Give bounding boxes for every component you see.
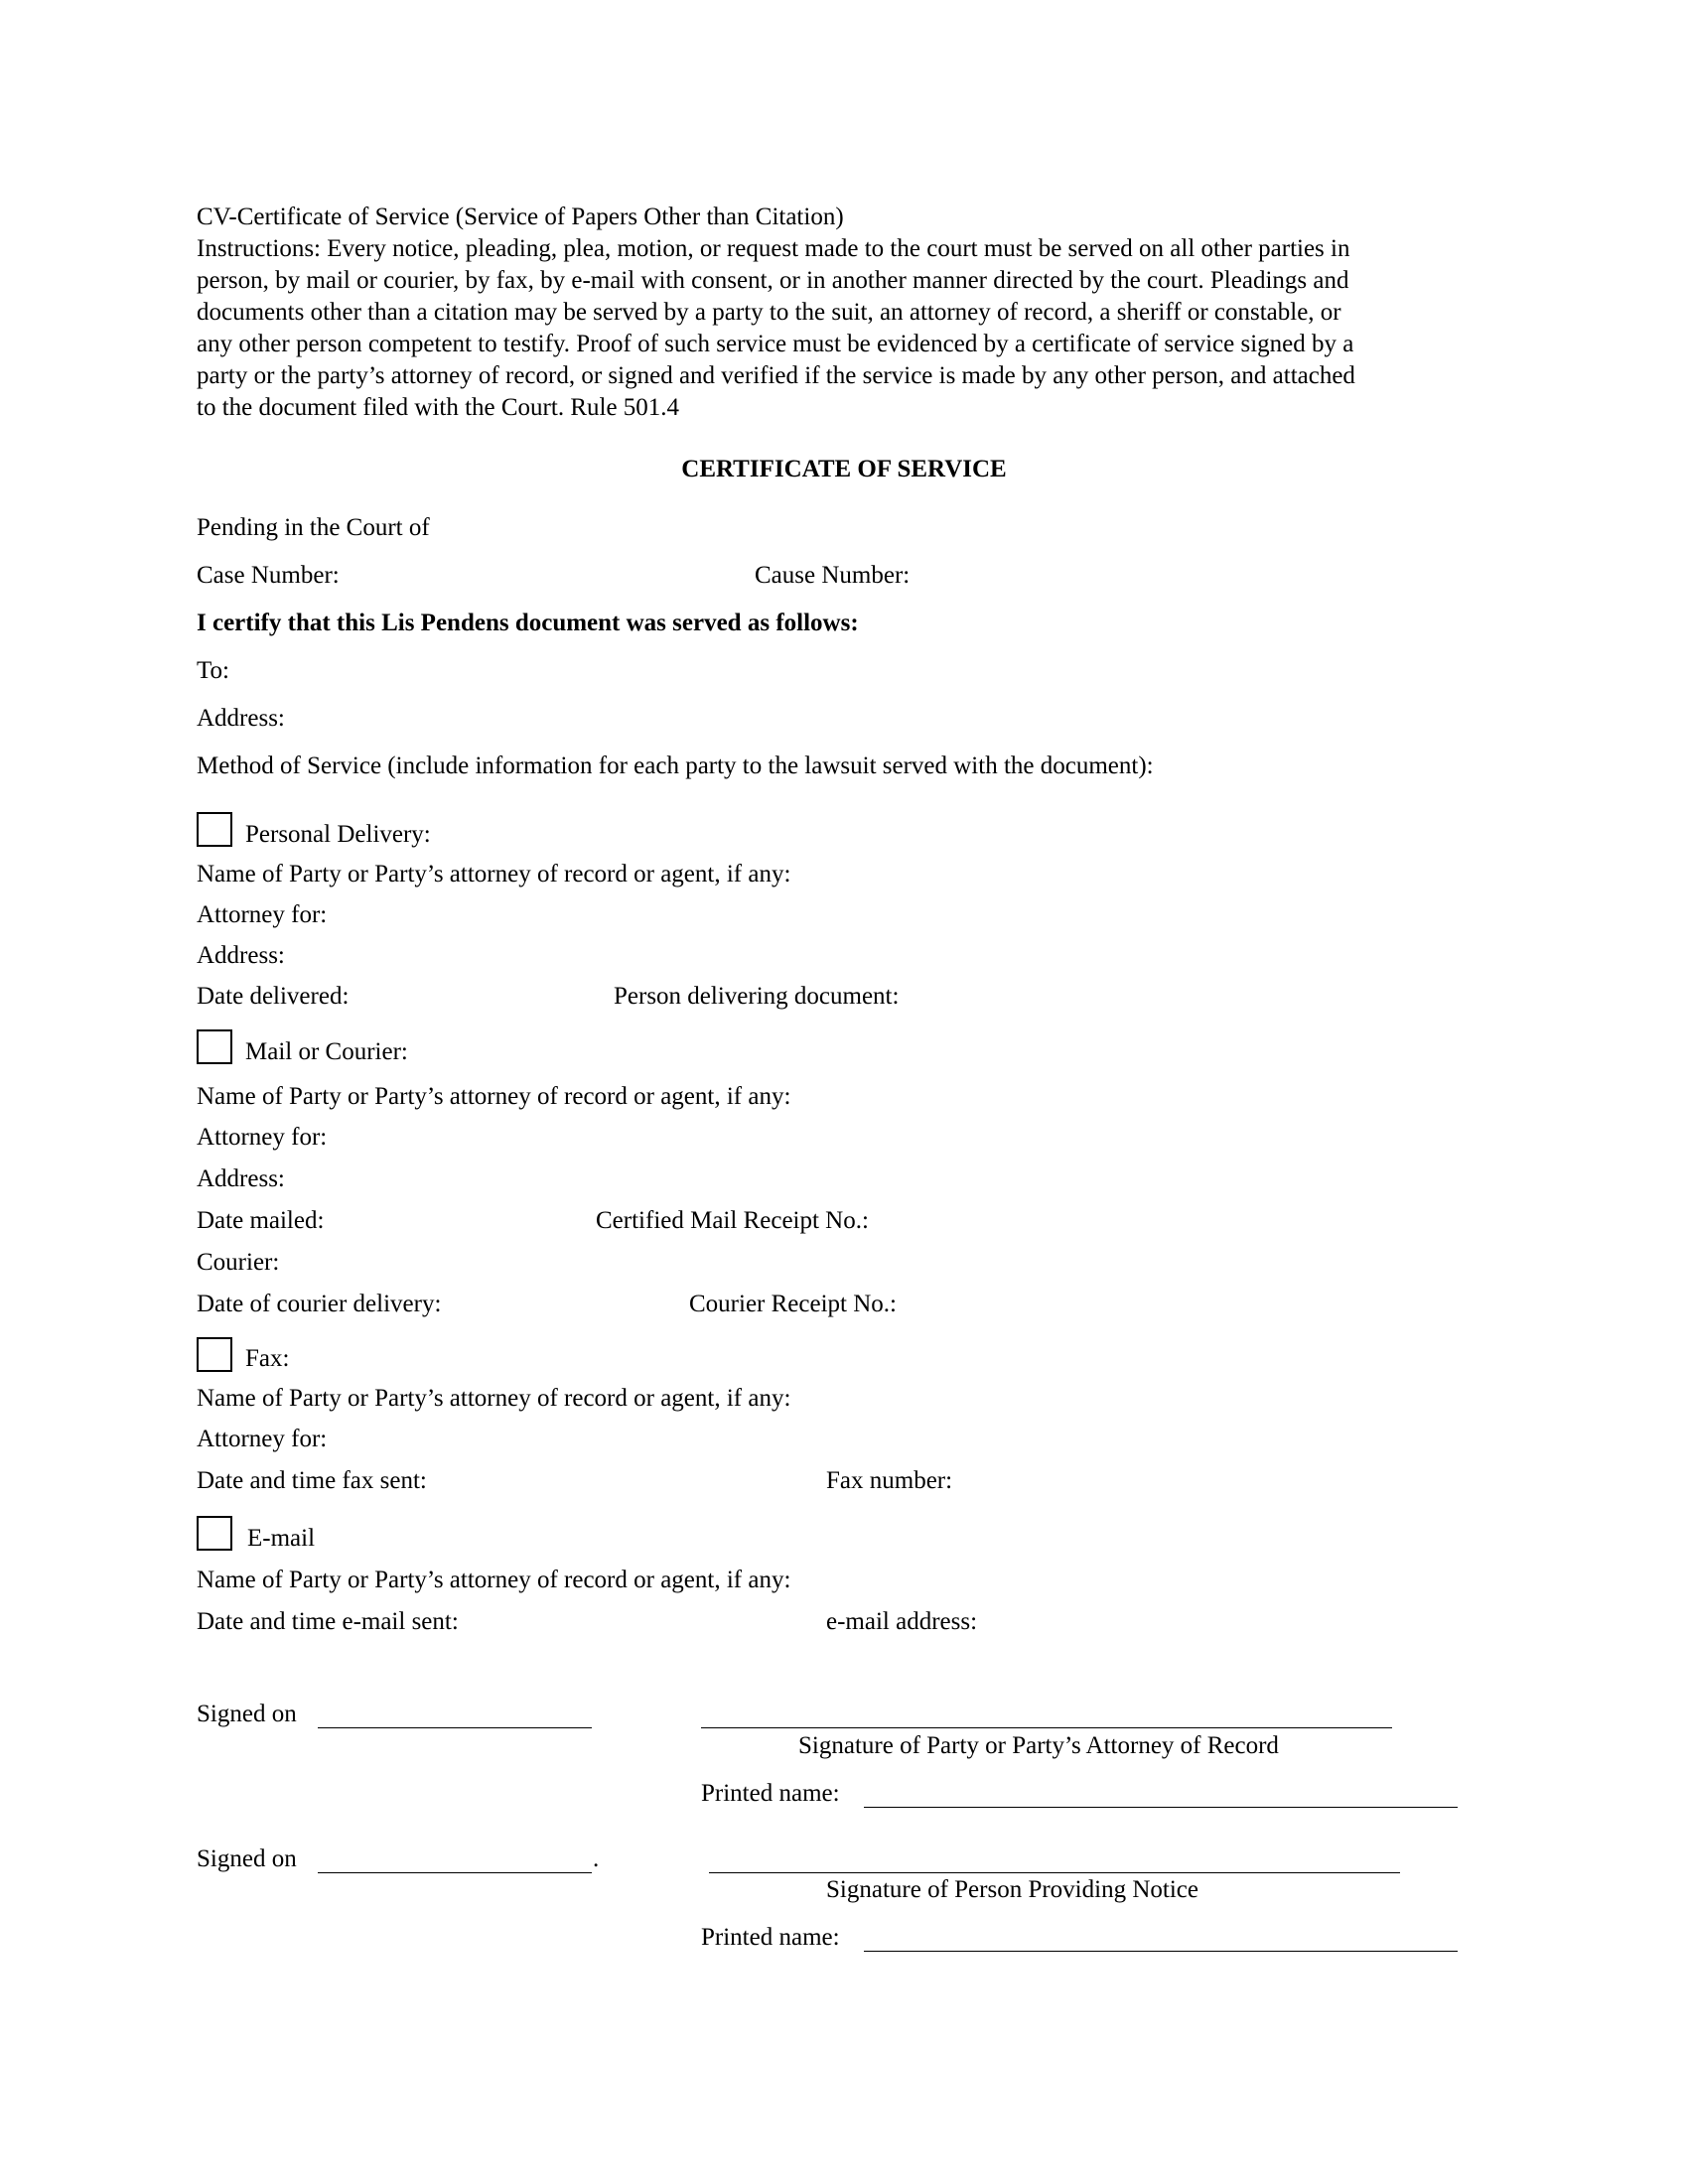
personal-delivery-label: Personal Delivery: xyxy=(245,821,431,848)
printed-name-label-1: Printed name: xyxy=(701,1780,840,1807)
certify-statement: I certify that this Lis Pendens document was served as follows: xyxy=(197,610,859,636)
signed-on-label-1: Signed on xyxy=(197,1701,297,1727)
mail-attorney-for-label: Attorney for: xyxy=(197,1124,328,1151)
date-delivered-label: Date delivered: xyxy=(197,983,350,1010)
signature-party-caption: Signature of Party or Party’s Attorney of Record xyxy=(798,1732,1279,1759)
address-label: Address: xyxy=(197,705,285,732)
mail-courier-label: Mail or Courier: xyxy=(245,1038,408,1065)
personal-address-label: Address: xyxy=(197,942,285,969)
instructions-line: Instructions: Every notice, pleading, plea, motion, or request made to the court must be served on all other parties in xyxy=(197,235,1350,262)
to-label: To: xyxy=(197,657,229,684)
certified-mail-receipt-label: Certified Mail Receipt No.: xyxy=(596,1207,869,1234)
personal-name-of-party-label: Name of Party or Party’s attorney of record or agent, if any: xyxy=(197,861,791,887)
instructions xyxy=(197,233,1497,424)
signed-on-date-line-1[interactable] xyxy=(318,1727,592,1728)
instructions-line: person, by mail or courier, by fax, by e-mail with consent, or in another manner directed by the court. Pleadings and xyxy=(197,267,1349,294)
printed-name-label-2: Printed name: xyxy=(701,1924,840,1951)
email-name-of-party-label: Name of Party or Party’s attorney of record or agent, if any: xyxy=(197,1567,791,1593)
certificate-heading: CERTIFICATE OF SERVICE xyxy=(681,456,1007,482)
email-date-time-label: Date and time e-mail sent: xyxy=(197,1608,459,1635)
mail-address-label: Address: xyxy=(197,1165,285,1192)
email-address-label: e-mail address: xyxy=(826,1608,978,1635)
fax-checkbox[interactable] xyxy=(197,1337,232,1372)
email-checkbox[interactable] xyxy=(197,1516,232,1551)
signed-on-period: . xyxy=(593,1845,600,1872)
signature-party-line[interactable] xyxy=(701,1727,1392,1728)
printed-name-line-2[interactable] xyxy=(864,1951,1458,1952)
person-delivering-label: Person delivering document: xyxy=(614,983,900,1010)
instructions-line: party or the party’s attorney of record, or signed and verified if the service is made by any other person, and attached xyxy=(197,362,1355,389)
courier-label: Courier: xyxy=(197,1249,280,1276)
fax-number-label: Fax number: xyxy=(826,1467,953,1494)
fax-label: Fax: xyxy=(245,1345,290,1372)
signature-notice-line[interactable] xyxy=(709,1872,1400,1873)
date-mailed-label: Date mailed: xyxy=(197,1207,325,1234)
date-courier-delivery-label: Date of courier delivery: xyxy=(197,1291,442,1317)
instructions-line: any other person competent to testify. Proof of such service must be evidenced by a certificate of service signed by a xyxy=(197,331,1354,357)
fax-name-of-party-label: Name of Party or Party’s attorney of record or agent, if any: xyxy=(197,1385,791,1412)
fax-attorney-for-label: Attorney for: xyxy=(197,1426,328,1452)
pending-court-label: Pending in the Court of xyxy=(197,514,430,541)
method-of-service-label: Method of Service (include information for each party to the lawsuit served with the document): xyxy=(197,752,1154,779)
signature-notice-caption: Signature of Person Providing Notice xyxy=(826,1876,1198,1903)
instructions-line: documents other than a citation may be served by a party to the suit, an attorney of record, a sheriff or constable, or xyxy=(197,299,1341,326)
mail-name-of-party-label: Name of Party or Party’s attorney of record or agent, if any: xyxy=(197,1083,791,1110)
form-title: CV-Certificate of Service (Service of Papers Other than Citation) xyxy=(197,204,844,230)
email-label: E-mail xyxy=(247,1525,316,1552)
signed-on-date-line-2[interactable] xyxy=(318,1872,592,1873)
printed-name-line-1[interactable] xyxy=(864,1807,1458,1808)
fax-date-time-label: Date and time fax sent: xyxy=(197,1467,427,1494)
personal-attorney-for-label: Attorney for: xyxy=(197,901,328,928)
instructions-line: to the document filed with the Court. Rule 501.4 xyxy=(197,394,680,421)
personal-delivery-checkbox[interactable] xyxy=(197,812,232,847)
signed-on-label-2: Signed on xyxy=(197,1845,297,1872)
courier-receipt-label: Courier Receipt No.: xyxy=(689,1291,897,1317)
cause-number-label: Cause Number: xyxy=(755,562,911,589)
mail-courier-checkbox[interactable] xyxy=(197,1029,232,1064)
case-number-label: Case Number: xyxy=(197,562,340,589)
